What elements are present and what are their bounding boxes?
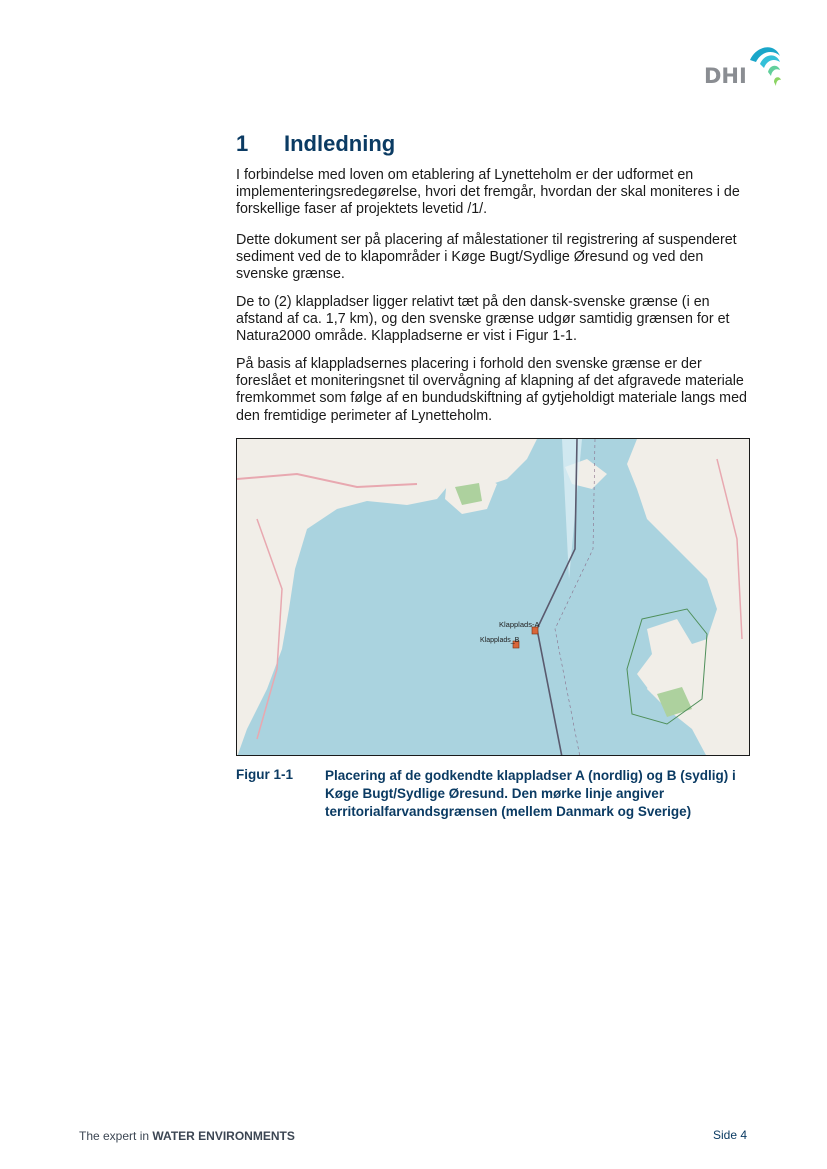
site-a-label: Klapplads-A <box>499 620 540 629</box>
paragraph-1: I forbindelse med loven om etablering af Lynetteholm er der udformet en implementeringsredegørelse, hvori det fremgår, hvordan der skal moniteres i de forskellige faser af projektets levetid /1/. <box>236 167 740 218</box>
section-heading <box>236 131 395 157</box>
site-b-label: Klapplads_B <box>480 637 520 644</box>
footer-tagline <box>79 1129 295 1143</box>
logo-text: DHI <box>704 64 747 88</box>
figure-label: Figur 1-1 <box>236 767 294 782</box>
paragraph-4: På basis af klappladsernes placering i forhold den svenske grænse er der foreslået et moniteringsnet til overvågning af klapning af det afgravede materiale fremkommet som følge af en bundudskiftning af gytjeholdigt materiale langs med den fremtidige perimeter af Lynetteholm. <box>236 356 747 424</box>
page-number: Side 4 <box>713 1128 748 1142</box>
map-figure <box>236 438 750 756</box>
dhi-logo <box>704 42 784 92</box>
tagline-prefix: The expert in <box>79 1129 153 1143</box>
paragraph-3: De to (2) klappladser ligger relativt tæt på den dansk-svenske grænse (i en afstand af ca. 1,7 km), og den svenske grænse udgør samtidig grænsen for et Natura2000 område. Klappladserne er vist i Figur 1-1. <box>236 294 730 345</box>
paragraph-2: Dette dokument ser på placering af målestationer til registrering af suspenderet sediment ved de to klapområder i Køge Bugt/Sydlige Øresund og ved den svenske grænse. <box>236 232 737 283</box>
map-image <box>237 439 750 756</box>
figure-caption: Placering af de godkendte klappladser A (nordlig) og B (sydlig) i Køge Bugt/Sydlige Øresund. Den mørke linje angiver territorialfarvandsgrænsen (mellem Danmark og Sverige) <box>325 768 736 819</box>
tagline-bold: WATER ENVIRONMENTS <box>152 1129 295 1143</box>
section-number: 1 <box>236 131 249 156</box>
section-title: Indledning <box>284 131 396 156</box>
